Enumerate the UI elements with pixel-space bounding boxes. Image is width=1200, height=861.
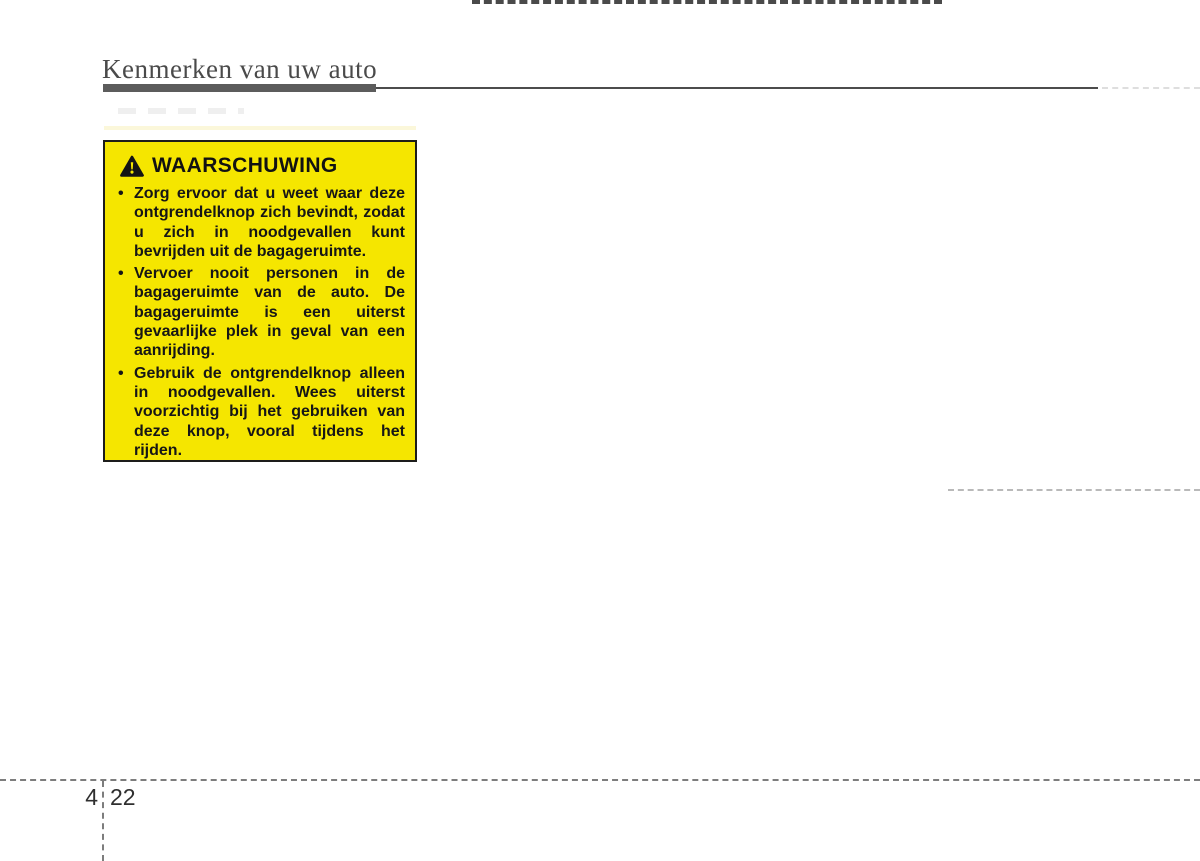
scan-artifact-smudge bbox=[118, 108, 244, 114]
scan-artifact-bleed bbox=[104, 126, 416, 130]
warning-bullet-list bbox=[117, 184, 405, 460]
header-rule-dashed-continuation bbox=[1102, 87, 1200, 89]
warning-bullet-item: • Gebruik de ontgrendelknop alleen in noodgevallen. Wees uiterst voorzichtig bij het gebruiken van deze knop, vooral tijdens het rijden. bbox=[117, 364, 405, 460]
footer-chapter-number: 4 bbox=[85, 784, 98, 810]
warning-bullet-item: • Zorg ervoor dat u weet waar deze ontgrendelknop zich bevindt, zodat u zich in noodgevallen kunt bevrijden uit de bagageruimte. bbox=[117, 184, 405, 261]
header-accent-bar bbox=[103, 84, 376, 92]
header-rule-line bbox=[376, 87, 1098, 89]
warning-title: WAARSCHUWING bbox=[152, 153, 338, 177]
section-title: Kenmerken van uw auto bbox=[102, 54, 378, 84]
right-dashed-crop-line bbox=[948, 489, 1200, 491]
warning-triangle-icon bbox=[120, 155, 144, 177]
footer-vertical-dashed-line bbox=[102, 781, 104, 861]
warning-box bbox=[103, 140, 417, 462]
bottom-dashed-crop-line bbox=[0, 779, 1200, 781]
top-dashed-crop-line bbox=[472, 0, 942, 4]
footer-page-number: 22 bbox=[110, 784, 136, 810]
warning-header bbox=[120, 153, 405, 178]
warning-bullet-item: • Vervoer nooit personen in de bagageruimte van de auto. De bagageruimte is een uiterst gevaarlijke plek in geval van een aanrijding. bbox=[117, 264, 405, 360]
